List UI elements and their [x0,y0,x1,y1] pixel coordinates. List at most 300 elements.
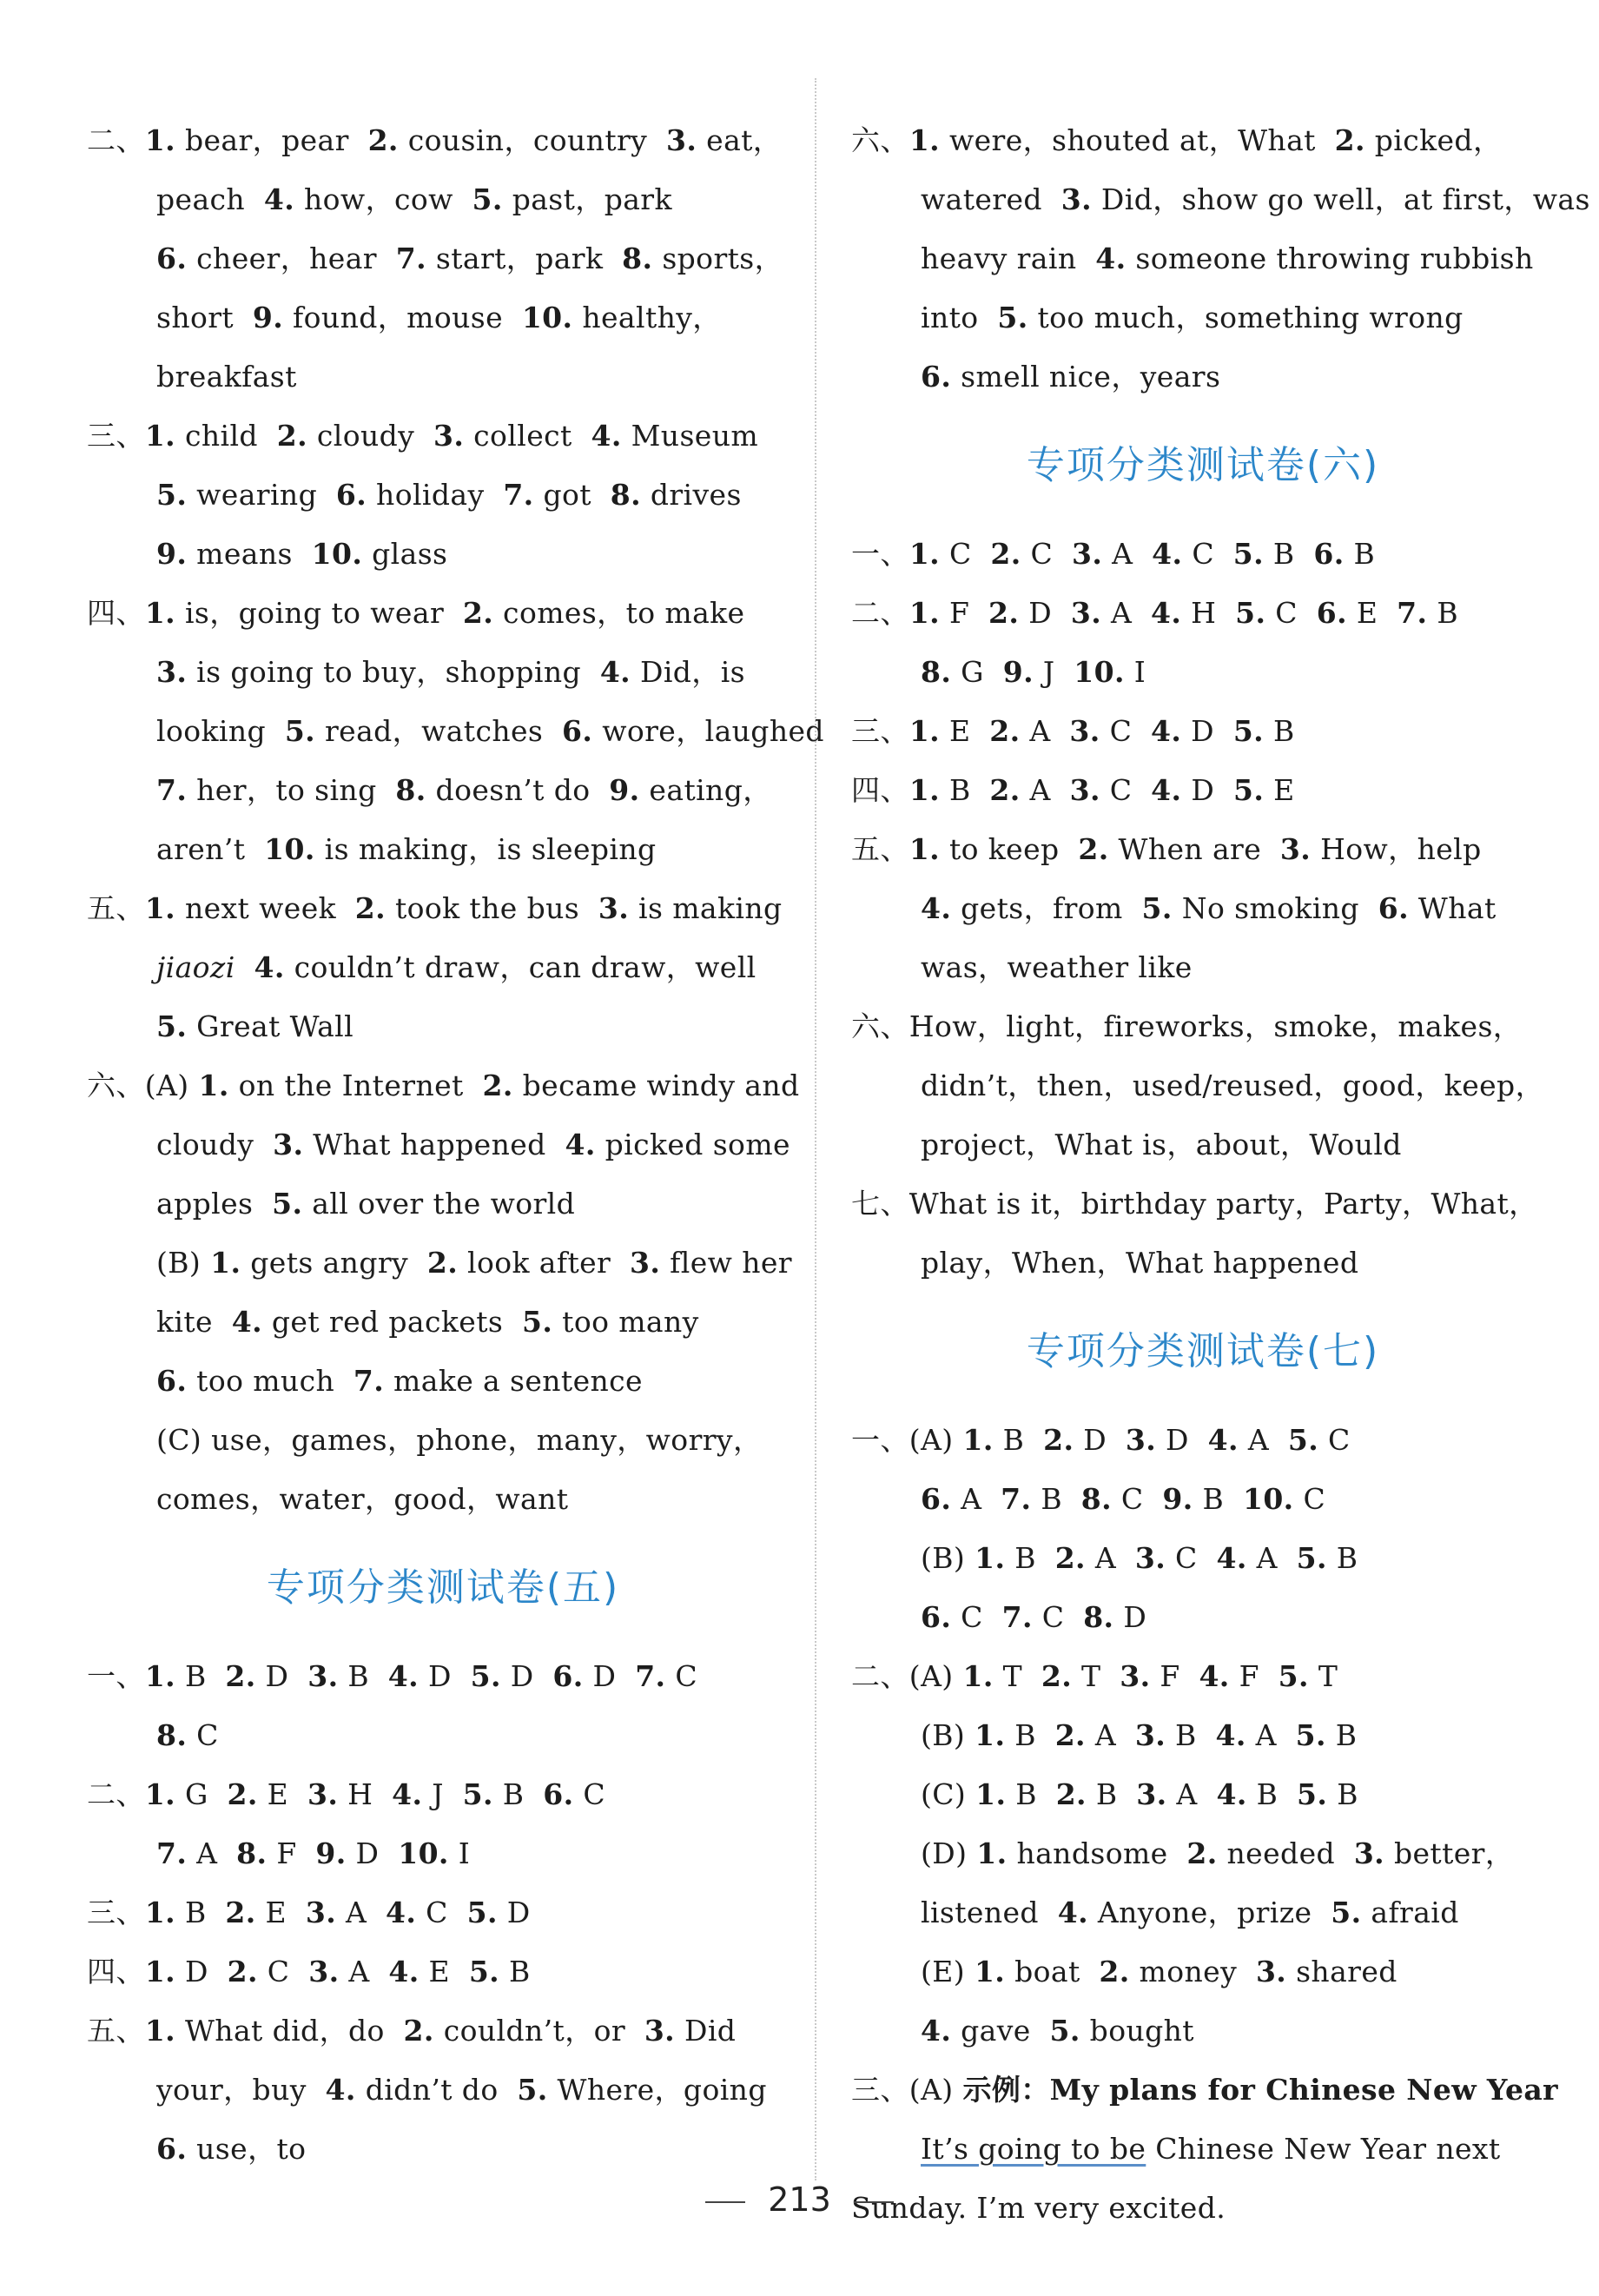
answer-number: 2. [1078,832,1109,866]
left-answer-column [87,111,824,2179]
answer-text: gets，from [951,891,1142,925]
answer-number: 7. [395,242,427,275]
answer-text: bought [1080,2014,1194,2048]
answer-text: A [951,1482,1001,1516]
answer-text: C [1182,537,1233,571]
answer-number: 3. [630,1246,661,1280]
answer-line [851,525,1555,584]
answer-line [87,1824,799,1883]
answer-text: No smoking [1172,891,1378,925]
answer-number: 2. [989,773,1021,807]
answer-line [851,1411,1555,1470]
answer-text: 三、(A) [851,2073,963,2107]
answer-text: 二、 [87,1777,145,1811]
answer-number: 5. [1049,2014,1080,2048]
answer-text: B [499,1955,531,1988]
answer-text: Did，is [631,655,745,689]
answer-line [851,1824,1555,1883]
right-answer-column [851,111,1590,2238]
answer-text: look after [458,1246,631,1280]
answer-number: 8. [236,1836,268,1870]
answer-line [851,347,1555,407]
answer-text: heavy rain [921,242,1096,275]
answer-text: Sunday. I’m very excited. [851,2191,1226,2225]
answer-text: into [921,301,998,334]
answer-text: smell nice，years [951,360,1221,394]
answer-line [851,1647,1555,1706]
answer-text: E [255,1896,306,1929]
answer-text: B [175,1896,226,1929]
answer-number: 2. [276,419,307,453]
answer-line [87,702,824,761]
answer-number: 7. [353,1364,385,1398]
answer-number: 4. [1207,1423,1239,1457]
answer-text: boat [1005,1955,1100,1988]
answer-text: jiaozi [156,950,235,984]
answer-text: 三、 [87,1896,145,1929]
answer-text: (D) [921,1836,977,1870]
answer-number: 3. [665,123,697,157]
answer-text: (B) [156,1246,211,1280]
answer-text: 四、 [87,1955,145,1988]
answer-text: became windy and [512,1069,800,1102]
answer-text: got [533,478,611,512]
answer-number: 7. [1001,1600,1033,1634]
answer-text: Did，show go well，at first，was [1092,182,1590,216]
answer-text: comes，water，good，want [156,1482,569,1516]
answer-number: 1. [975,1541,1006,1575]
answer-number: 4. [263,182,295,216]
answer-line [87,2061,799,2120]
answer-text: B [940,773,990,807]
answer-number: 1. [144,419,176,453]
answer-number: 2. [227,1777,258,1811]
answer-text: was，weather like [921,950,1193,984]
answer-text: C [257,1955,309,1988]
answer-text: wore，laughed [592,714,824,748]
answer-number: 10. [264,832,315,866]
answer-text: E [1347,596,1397,630]
answer-text: C [1112,1482,1163,1516]
answer-number: 5. [1296,1541,1327,1575]
answer-number: 1. [909,596,941,630]
answer-number: 示例：My plans for Chinese New Year [962,2073,1558,2107]
answer-number: 4. [599,655,631,689]
answer-text: 七、What is it，birthday party，Party，What， [851,1187,1538,1221]
answer-number: 3. [644,2014,676,2048]
answer-number: 10. [1242,1482,1294,1516]
answer-number: 5. [1232,537,1265,571]
answer-text: B [1344,537,1376,571]
answer-text: F [267,1836,316,1870]
answer-text: C [1100,714,1152,748]
answer-text: It’s going to be [921,2132,1146,2166]
answer-text: T [1072,1659,1120,1693]
answer-text: too many [552,1305,699,1339]
answer-text: D [583,1659,636,1693]
answer-line [87,407,799,466]
answer-line [851,879,1555,938]
answer-number: 3. [1060,182,1092,216]
answer-text: B [1005,1718,1055,1752]
answer-text: D [1181,714,1233,748]
answer-text: B [1326,1541,1358,1575]
answer-text: is，going to wear [175,596,463,630]
answer-number: 1. [144,123,176,157]
answer-number: 6. [562,714,593,748]
answer-line [87,288,799,347]
answer-text: A [1246,1541,1297,1575]
answer-number: 2. [225,1896,256,1929]
answer-text: G [951,655,1003,689]
answer-text: peach [156,182,264,216]
answer-line [87,1647,799,1706]
answer-number: 9. [252,301,284,334]
answer-number: 3. [273,1128,304,1161]
answer-line [87,938,799,997]
answer-line [87,229,799,288]
answer-text: didn’t do [355,2073,518,2107]
answer-text: get red packets [262,1305,522,1339]
answer-text: A [187,1836,237,1870]
answer-text: looking [156,714,285,748]
section-title: 专项分类测试卷(五) [266,1565,620,1610]
answer-number: 3. [1255,1955,1287,1988]
answer-number: 2. [482,1069,513,1102]
answer-text: on the Internet [228,1069,483,1102]
answer-text: eating， [639,773,772,807]
answer-number: 1. [909,714,941,748]
answer-number: 7. [1397,596,1428,630]
answer-text: means [187,537,312,571]
answer-number: 4. [921,891,952,925]
answer-number: 4. [921,2014,952,2048]
answer-text: H [338,1777,393,1811]
answer-text: 二、(A) [851,1659,963,1693]
answer-text: B [1006,1777,1056,1811]
answer-line [851,938,1555,997]
answer-text: D [1113,1600,1147,1634]
answer-line [87,347,799,407]
answer-text: healthy， [572,301,722,334]
answer-text: B [1246,1777,1298,1811]
answer-number: 5. [468,1955,500,1988]
answer-number: 1. [909,123,941,157]
answer-number: 2. [1041,1659,1073,1693]
answer-text: T [993,1659,1041,1693]
answer-number: 7. [1001,1482,1032,1516]
answer-text: read，watches [315,714,563,748]
answer-text: holiday [367,478,504,512]
answer-number: 10. [311,537,363,571]
answer-text: C [1032,1600,1084,1634]
footer-dash-right [854,2201,894,2203]
answer-number: 1. [144,1955,176,1988]
answer-text: better， [1384,1836,1515,1870]
answer-text: couldn’t draw，can draw，well [284,950,757,984]
answer-number: 1. [198,1069,229,1102]
answer-number: 9. [1162,1482,1193,1516]
answer-text: D [175,1955,228,1988]
answer-text: were，shouted at，What [940,123,1335,157]
answer-line [851,1234,1555,1293]
answer-text: E [940,714,990,748]
page-footer [0,2180,1599,2219]
answer-number: 5. [1141,891,1173,925]
answer-text: D [497,1896,531,1929]
answer-text: is going to buy，shopping [187,655,600,689]
answer-text: D [500,1659,553,1693]
answer-number: 9. [156,537,188,571]
answer-text: A [336,1896,387,1929]
answer-text: Anyone，prize [1088,1896,1331,1929]
answer-number: 6. [1378,891,1410,925]
answer-number: 10. [521,301,573,334]
answer-number: 5. [997,301,1028,334]
answer-text: 四、 [851,773,909,807]
answer-number: 6. [156,2132,188,2166]
answer-text: C [573,1777,606,1811]
answer-number: 3. [307,1659,339,1693]
answer-text: 六、(A) [87,1069,199,1102]
answer-number: 2. [426,1246,459,1280]
answer-line [851,1056,1555,1115]
answer-text: apples [156,1187,273,1221]
answer-number: 4. [254,950,285,984]
answer-number: 1. [909,832,941,866]
answer-number: 1. [909,773,941,807]
answer-number: 6. [552,1659,584,1693]
answer-line [851,1174,1555,1234]
answer-text: gave [951,2014,1050,2048]
answer-number: 5. [1297,1777,1328,1811]
answer-number: 6. [921,360,952,394]
answer-number: 3. [1125,1423,1157,1457]
answer-number: 5. [1287,1423,1319,1457]
answer-number: 5. [466,1896,498,1929]
answer-number: 3. [1134,1718,1166,1752]
answer-text: didn’t，then，used/reused，good，keep， [921,1069,1544,1102]
answer-text: B [1086,1777,1137,1811]
answer-text: too much [187,1364,353,1398]
answer-text: glass [362,537,448,571]
answer-number: 4. [1199,1659,1230,1693]
answer-number: 1. [976,1836,1008,1870]
answer-text: B [175,1659,226,1693]
answer-number: 8. [622,242,653,275]
answer-line [87,111,799,170]
answer-number: 5. [1232,714,1265,748]
answer-number: 3. [1353,1836,1385,1870]
answer-text: G [175,1777,228,1811]
answer-text: picked some [595,1128,790,1161]
answer-text: someone throwing rubbish [1126,242,1534,275]
answer-text: 二、 [851,596,909,630]
answer-line [87,1411,799,1470]
answer-text: C [1021,537,1072,571]
answer-line [851,584,1555,643]
answer-number: 3. [1120,1659,1151,1693]
answer-line [851,1470,1555,1529]
answer-text: F [940,596,989,630]
answer-line [87,584,799,643]
answer-line [851,1942,1555,2002]
answer-text: (B) [921,1718,975,1752]
answer-number: 1. [144,1777,176,1811]
answer-text: I [1124,655,1146,689]
answer-number: 10. [1074,655,1125,689]
answer-text: 一、 [851,537,909,571]
answer-number: 1. [144,891,176,925]
answer-text: B [1005,1541,1055,1575]
answer-text: B [1264,537,1314,571]
answer-text: D [1156,1423,1208,1457]
answer-number: 4. [591,419,622,453]
answer-number: 6. [543,1777,574,1811]
answer-number: 6. [1313,537,1345,571]
answer-line [851,2120,1555,2179]
answer-text: 三、 [87,419,145,453]
answer-line [87,170,799,229]
answer-text: Museum [621,419,759,453]
answer-text: past，park [502,182,672,216]
answer-number: 3. [308,1955,340,1988]
answer-number: 7. [156,1836,188,1870]
answer-number: 1. [144,596,176,630]
answer-line [87,1706,799,1765]
answer-line [851,1588,1555,1647]
answer-text: B [1193,1482,1243,1516]
answer-text: What did，do [175,2014,404,2048]
answer-line [851,2002,1555,2061]
answer-text: B [993,1423,1044,1457]
answer-text: comes，to make [493,596,745,630]
answer-number: 3. [1136,1777,1167,1811]
answer-line [851,820,1555,879]
answer-number: 4. [388,1955,420,1988]
answer-text: wearing [187,478,336,512]
answer-number: 4. [1152,537,1183,571]
answer-number: 8. [395,773,426,807]
answer-line [851,288,1555,347]
answer-text: 四、 [87,596,145,630]
answer-line [851,170,1590,229]
answer-line [851,1706,1555,1765]
answer-text: (C) [921,1777,976,1811]
answer-text: Chinese New Year next [1146,2132,1501,2166]
answer-number: 1. [144,1659,176,1693]
answer-number: 2. [403,2014,434,2048]
answer-number: 5. [517,2073,548,2107]
answer-number: 3. [156,655,188,689]
answer-number: 4. [231,1305,262,1339]
answer-text: is making，is sleeping [314,832,657,866]
answer-text: cheer，hear [187,242,396,275]
answer-number: 9. [1002,655,1034,689]
answer-text: What happened [303,1128,565,1161]
answer-number: 5. [156,478,188,512]
answer-text: F [1150,1659,1199,1693]
answer-number: 8. [156,1718,188,1752]
answer-number: 3. [1069,714,1100,748]
answer-text: C [665,1659,697,1693]
answer-number: 6. [156,242,188,275]
answer-number: 6. [921,1600,952,1634]
answer-number: 7. [503,478,534,512]
answer-text: eat， [697,123,783,157]
answer-text: use，to [187,2132,307,2166]
answer-text: B [1264,714,1295,748]
answer-text: collect [464,419,591,453]
answer-number: 4. [1057,1896,1088,1929]
answer-text: her，to sing [187,773,396,807]
answer-number: 3. [1070,596,1102,630]
answer-number: 5. [1295,1718,1326,1752]
answer-number: 4. [1151,596,1182,630]
answer-text: D [255,1659,308,1693]
answer-text: T [1308,1659,1338,1693]
answer-text: your，buy [156,2073,326,2107]
answer-text: aren’t [156,832,265,866]
answer-number: 5. [1232,773,1265,807]
answer-number: 4. [1095,242,1127,275]
answer-text: too much，something wrong [1027,301,1464,334]
answer-text: short [156,301,253,334]
answer-text: C [187,1718,219,1752]
answer-text: afraid [1361,1896,1459,1929]
answer-number: 1. [962,1659,994,1693]
answer-text: 六、How，light，fireworks，smoke，makes， [851,1009,1523,1043]
answer-number: 5. [472,182,503,216]
answer-text: E [257,1777,307,1811]
answer-number: 2. [1334,123,1365,157]
answer-text: A [1102,537,1153,571]
answer-line [87,1470,799,1529]
answer-text: breakfast [156,360,297,394]
answer-text: start，park [426,242,623,275]
answer-line [851,229,1555,288]
answer-line [851,1883,1555,1942]
answer-number: 8. [1080,1482,1113,1516]
answer-number: 2. [1054,1541,1086,1575]
answer-text: doesn’t do [426,773,610,807]
answer-number: 4. [1216,1541,1247,1575]
answer-text: E [1264,773,1295,807]
answer-line [87,1056,799,1115]
answer-number: 2. [462,596,494,630]
answer-text: took the bus [386,891,598,925]
answer-text: flew her [660,1246,792,1280]
answer-text: How，help [1311,832,1482,866]
answer-line [851,997,1555,1056]
answer-number: 4. [1216,1777,1247,1811]
answer-text: C [940,537,991,571]
section-title: 专项分类测试卷(六) [1026,443,1380,487]
answer-line [851,2061,1558,2120]
answer-number: 5. [272,1187,303,1221]
answer-number: 2. [1186,1836,1218,1870]
answer-text: found，mouse [283,301,522,334]
answer-line [851,1115,1555,1174]
answer-text: listened [921,1896,1058,1929]
answer-line [851,702,1555,761]
answer-number: 3. [1279,832,1312,866]
answer-text: how，cow [294,182,472,216]
answer-number: 4. [325,2073,356,2107]
answer-text: C [1318,1423,1351,1457]
answer-number: 6. [335,478,367,512]
answer-text: all over the world [302,1187,576,1221]
